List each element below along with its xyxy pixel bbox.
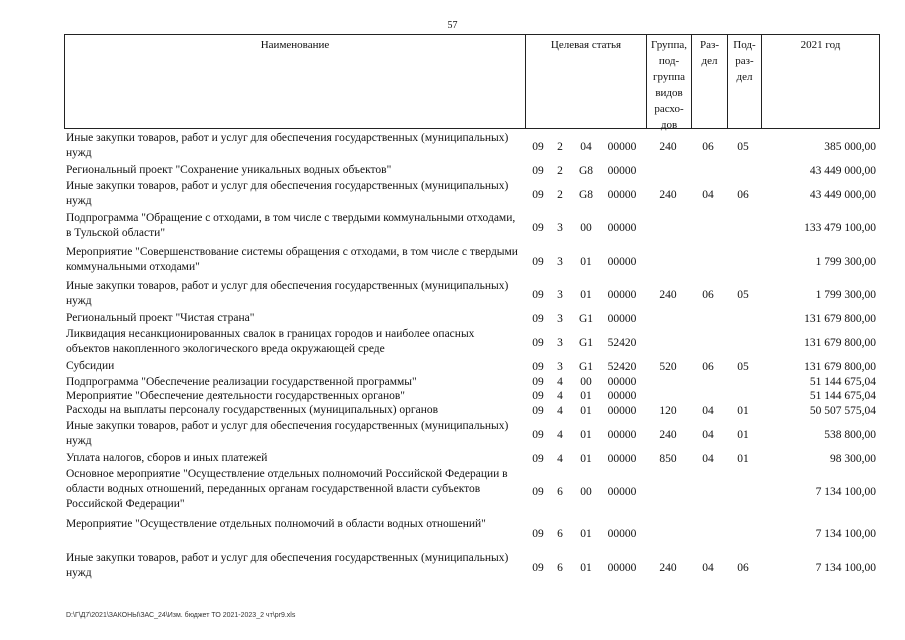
row-amount: 7 134 100,00 <box>815 486 876 498</box>
row-grp <box>646 163 690 179</box>
row-t1: 09 <box>532 429 544 441</box>
row-t2: 6 <box>557 486 563 498</box>
row-name: Подпрограмма "Обращение с отходами, в том числе с твердыми коммунальными отходами, в Тульской области" <box>66 212 516 239</box>
row-sec <box>691 375 725 389</box>
row-name: Мероприятие "Осуществление отдельных полномочий в области водных отношений" <box>66 518 486 530</box>
row-sub: 01 <box>737 429 749 441</box>
table-row <box>64 327 880 359</box>
row-amount: 131 679 800,00 <box>804 313 876 325</box>
row-sub <box>726 245 760 279</box>
row-t1: 09 <box>532 376 544 388</box>
row-t2: 4 <box>557 390 563 402</box>
row-t4: 00000 <box>607 429 637 441</box>
row-grp: 520 <box>659 361 677 373</box>
row-t1: 09 <box>532 486 544 498</box>
row-t1: 09 <box>532 289 544 301</box>
row-t3: 01 <box>580 528 592 540</box>
row-name: Мероприятие "Совершенствование системы обращения с отходами, в том числе с твердыми коммунальными отходами" <box>66 246 518 273</box>
row-amount: 51 144 675,04 <box>809 376 876 388</box>
row-t2: 2 <box>557 189 563 201</box>
table-row <box>64 279 880 311</box>
row-name: Иные закупки товаров, работ и услуг для обеспечения государственных (муниципальных) нужд <box>66 552 509 579</box>
row-t2: 3 <box>557 313 563 325</box>
row-t1: 09 <box>532 313 544 325</box>
row-t1: 09 <box>532 562 544 574</box>
file-path-footer: D:\Г\Д7\2021\ЗАКОНЫ\ЗАС_24\Изм. бюджет ТО 2021-2023_2 чт\pr9.xls <box>66 612 296 619</box>
row-sub: 01 <box>737 453 749 465</box>
header-year: 2021 год <box>761 35 879 128</box>
row-t4: 00000 <box>607 486 637 498</box>
row-t3: 01 <box>580 429 592 441</box>
header-section: Раз- дел <box>691 35 727 128</box>
row-grp: 850 <box>659 453 677 465</box>
row-t2: 4 <box>557 429 563 441</box>
row-sec <box>691 467 725 517</box>
row-sec <box>691 163 725 179</box>
table-row <box>64 375 880 389</box>
row-amount: 50 507 575,04 <box>809 405 876 417</box>
row-sub <box>726 517 760 551</box>
row-name: Иные закупки товаров, работ и услуг для обеспечения государственных (муниципальных) нужд <box>66 280 509 307</box>
row-t1: 09 <box>532 361 544 373</box>
row-sec: 04 <box>702 562 714 574</box>
row-t4: 00000 <box>607 289 637 301</box>
row-t3: 00 <box>580 486 592 498</box>
row-name: Субсидии <box>66 360 115 372</box>
row-grp <box>646 211 690 245</box>
row-t2: 6 <box>557 528 563 540</box>
row-sec <box>691 211 725 245</box>
row-sec <box>691 517 725 551</box>
row-t3: 04 <box>580 141 592 153</box>
row-t2: 3 <box>557 289 563 301</box>
table-row <box>64 517 880 551</box>
row-t1: 09 <box>532 165 544 177</box>
page-number: 57 <box>447 20 458 31</box>
row-t3: 00 <box>580 222 592 234</box>
row-sec: 04 <box>702 429 714 441</box>
row-grp: 240 <box>659 189 677 201</box>
row-sub: 06 <box>737 562 749 574</box>
row-t4: 00000 <box>607 189 637 201</box>
row-amount: 98 300,00 <box>830 453 876 465</box>
row-sec: 04 <box>702 405 714 417</box>
row-t3: 01 <box>580 453 592 465</box>
row-sec <box>691 311 725 327</box>
row-sub <box>726 375 760 389</box>
row-grp: 120 <box>659 405 677 417</box>
table-row <box>64 419 880 451</box>
row-grp: 240 <box>659 141 677 153</box>
row-grp <box>646 467 690 517</box>
row-t3: G8 <box>578 189 594 201</box>
row-grp <box>646 327 690 359</box>
row-sub: 05 <box>737 361 749 373</box>
row-t2: 3 <box>557 256 563 268</box>
row-t2: 4 <box>557 453 563 465</box>
row-amount: 7 134 100,00 <box>815 562 876 574</box>
row-t3: 01 <box>580 405 592 417</box>
row-t3: 01 <box>580 256 592 268</box>
row-sec: 06 <box>702 289 714 301</box>
table-row <box>64 451 880 467</box>
row-name: Иные закупки товаров, работ и услуг для обеспечения государственных (муниципальных) нужд <box>66 132 509 159</box>
row-amount: 133 479 100,00 <box>804 222 876 234</box>
row-sec: 06 <box>702 141 714 153</box>
table-row <box>64 359 880 375</box>
row-grp <box>646 375 690 389</box>
row-sub: 06 <box>737 189 749 201</box>
row-t3: 00 <box>580 376 592 388</box>
row-name: Региональный проект "Чистая страна" <box>66 312 255 324</box>
row-grp: 240 <box>659 562 677 574</box>
row-t3: 01 <box>580 562 592 574</box>
table-row <box>64 211 880 245</box>
row-sub <box>726 311 760 327</box>
row-t1: 09 <box>532 390 544 402</box>
table-row <box>64 551 880 585</box>
row-amount: 7 134 100,00 <box>815 528 876 540</box>
row-amount: 131 679 800,00 <box>804 337 876 349</box>
row-t4: 52420 <box>607 337 637 349</box>
row-grp <box>646 245 690 279</box>
row-amount: 43 449 000,00 <box>809 189 876 201</box>
header-name: Наименование <box>260 39 330 51</box>
row-t3: 01 <box>580 390 592 402</box>
row-t1: 09 <box>532 189 544 201</box>
row-sub: 05 <box>737 141 749 153</box>
table-row <box>64 131 880 163</box>
row-t4: 52420 <box>607 361 637 373</box>
row-sub: 01 <box>737 405 749 417</box>
row-t2: 2 <box>557 141 563 153</box>
table-row <box>64 245 880 279</box>
row-amount: 538 800,00 <box>824 429 876 441</box>
row-sec <box>691 327 725 359</box>
row-t2: 4 <box>557 405 563 417</box>
row-name: Иные закупки товаров, работ и услуг для обеспечения государственных (муниципальных) нужд <box>66 420 509 447</box>
row-grp: 240 <box>659 289 677 301</box>
row-t4: 00000 <box>607 222 637 234</box>
row-t3: G1 <box>578 361 594 373</box>
row-t2: 3 <box>557 337 563 349</box>
row-t4: 00000 <box>607 390 637 402</box>
row-grp <box>646 311 690 327</box>
row-t1: 09 <box>532 337 544 349</box>
row-grp <box>646 517 690 551</box>
row-t1: 09 <box>532 141 544 153</box>
row-name: Ликвидация несанкционированных свалок в границах городов и наиболее опасных объектов накопленного экологического вреда окружающей среде <box>66 328 475 355</box>
header-subsection: Под- раз- дел <box>727 35 761 128</box>
row-t1: 09 <box>532 453 544 465</box>
row-t3: G8 <box>578 165 594 177</box>
row-t4: 00000 <box>607 313 637 325</box>
row-t1: 09 <box>532 222 544 234</box>
row-t4: 00000 <box>607 453 637 465</box>
row-amount: 131 679 800,00 <box>804 361 876 373</box>
row-t4: 00000 <box>607 141 637 153</box>
row-t3: 01 <box>580 289 592 301</box>
row-sub <box>726 327 760 359</box>
row-t2: 6 <box>557 562 563 574</box>
row-t2: 4 <box>557 376 563 388</box>
row-sec <box>691 245 725 279</box>
row-t2: 2 <box>557 165 563 177</box>
row-t1: 09 <box>532 405 544 417</box>
row-t2: 3 <box>557 222 563 234</box>
table-row <box>64 311 880 327</box>
row-name: Основное мероприятие "Осуществление отдельных полномочий Российской Федерации в области водных отношений, переданных органам государственной власти субъектов Российской Федерации" <box>66 468 508 510</box>
row-t4: 00000 <box>607 376 637 388</box>
row-t4: 00000 <box>607 165 637 177</box>
table-row <box>64 179 880 211</box>
row-name: Региональный проект "Сохранение уникальных водных объектов" <box>66 164 392 176</box>
row-sec <box>691 389 725 403</box>
table-row <box>64 467 880 517</box>
row-t4: 00000 <box>607 405 637 417</box>
row-t4: 00000 <box>607 528 637 540</box>
row-amount: 43 449 000,00 <box>809 165 876 177</box>
row-t4: 00000 <box>607 562 637 574</box>
row-t3: G1 <box>578 313 594 325</box>
row-t3: G1 <box>578 337 594 349</box>
table-row <box>64 403 880 419</box>
row-sub <box>726 163 760 179</box>
row-sub <box>726 467 760 517</box>
row-sec: 06 <box>702 361 714 373</box>
row-sec: 04 <box>702 453 714 465</box>
row-name: Уплата налогов, сборов и иных платежей <box>66 452 268 464</box>
row-name: Подпрограмма "Обеспечение реализации государственной программы" <box>66 376 417 388</box>
row-t1: 09 <box>532 528 544 540</box>
row-grp <box>646 389 690 403</box>
header-target: Целевая статья <box>525 35 646 128</box>
row-grp: 240 <box>659 429 677 441</box>
row-amount: 1 799 300,00 <box>815 256 876 268</box>
row-name: Расходы на выплаты персоналу государственных (муниципальных) органов <box>66 404 439 416</box>
row-name: Мероприятие "Обеспечение деятельности государственных органов" <box>66 390 405 402</box>
row-sub <box>726 389 760 403</box>
row-name: Иные закупки товаров, работ и услуг для обеспечения государственных (муниципальных) нужд <box>66 180 509 207</box>
row-sec: 04 <box>702 189 714 201</box>
header-group: Группа, под- группа видов расхо- дов <box>646 35 691 128</box>
row-sub <box>726 211 760 245</box>
row-amount: 1 799 300,00 <box>815 289 876 301</box>
row-t1: 09 <box>532 256 544 268</box>
row-amount: 51 144 675,04 <box>809 390 876 402</box>
row-amount: 385 000,00 <box>824 141 876 153</box>
table-header <box>64 34 880 129</box>
row-t2: 3 <box>557 361 563 373</box>
row-sub: 05 <box>737 289 749 301</box>
table-row <box>64 163 880 179</box>
row-t4: 00000 <box>607 256 637 268</box>
table-row <box>64 389 880 403</box>
